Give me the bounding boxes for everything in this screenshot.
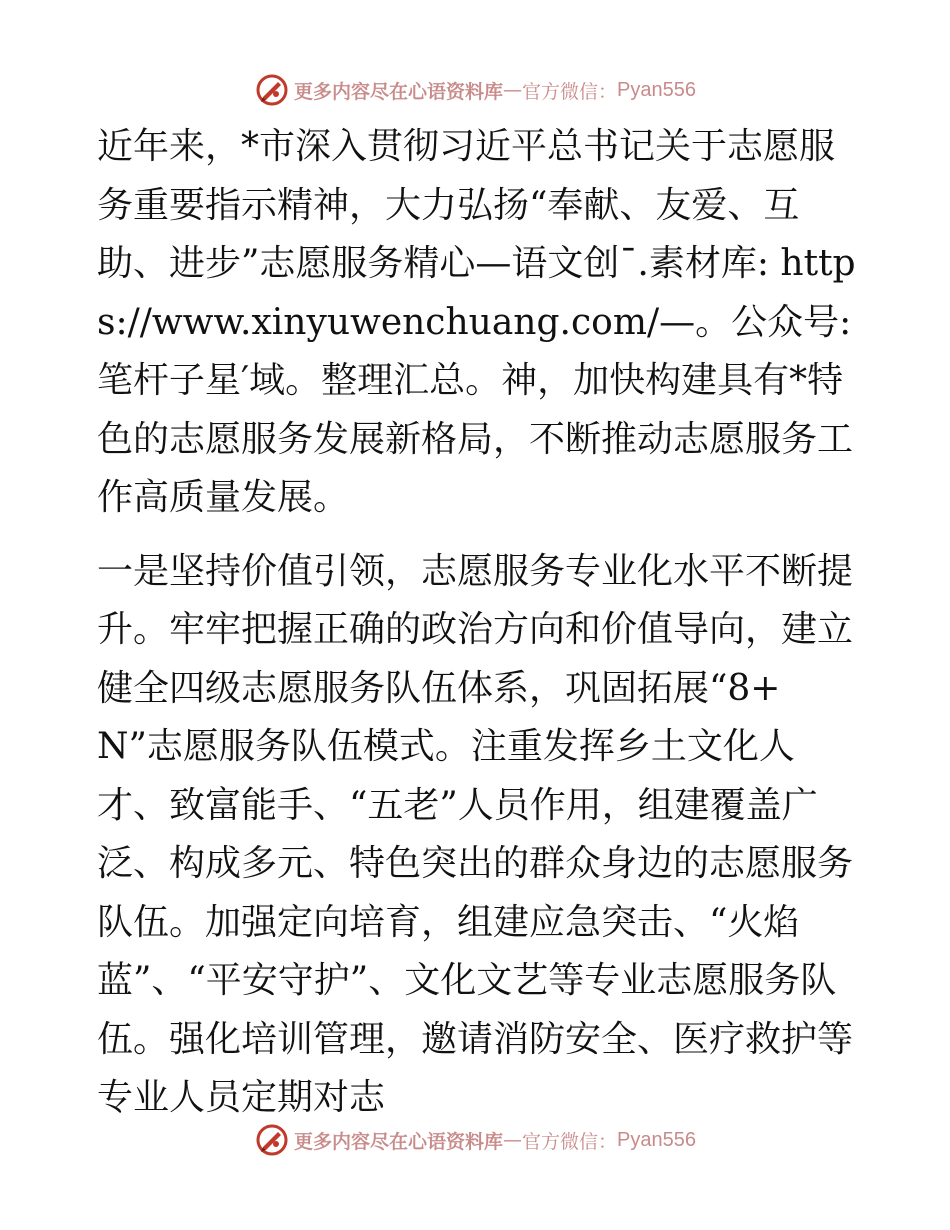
paragraph-point-one: 一是坚持价值引领，志愿服务专业化水平不断提升。牢牢把握正确的政治方向和价值导向，建立健全四级志愿服务队伍体系，巩固拓展“8+N”志愿服务队伍模式。注重发挥乡土文化人才、致富能手、“五老”人员作用，组建覆盖广泛、构成多元、特色突出的群众身边的志愿服务队伍。加强定向培育，组建应急突击、“火焰蓝”、“平安守护”、文化文艺等专业志愿服务队伍。强化培训管理，邀请消防安全、医疗救护等专业人员定期对志 [97,550,854,1118]
pen-logo-icon [254,1122,290,1158]
watermark-wechat-id: Pyan556 [617,1128,696,1151]
watermark-brand-text: 更多内容尽在心语资料库 [294,1130,504,1153]
watermark-official-label: 官方微信： [522,80,618,103]
footer-watermark [0,1120,950,1160]
watermark-brand-text: 更多内容尽在心语资料库 [294,80,504,103]
paragraph-intro: 近年来，*市深入贯彻习近平总书记关于志愿服务重要指示精神，大力弘扬“奉献、友爱、互助、进步”志愿服务精心—语文创¯.素材库: https://www.xinyuwenchuang.com/—。公众号: 笔杆子星′域。整理汇总。神，加快构建具有*特色的志愿服务发展新格局，不断推动志愿服务工作高质量发展。 [97,126,856,518]
document-body [97,118,857,1128]
watermark-wechat-id: Pyan556 [617,78,696,101]
watermark-dash: — [503,1129,523,1151]
pen-logo-icon [254,72,290,108]
header-watermark [0,70,950,110]
watermark-official-label: 官方微信： [522,1130,618,1153]
watermark-dash: — [503,79,523,101]
